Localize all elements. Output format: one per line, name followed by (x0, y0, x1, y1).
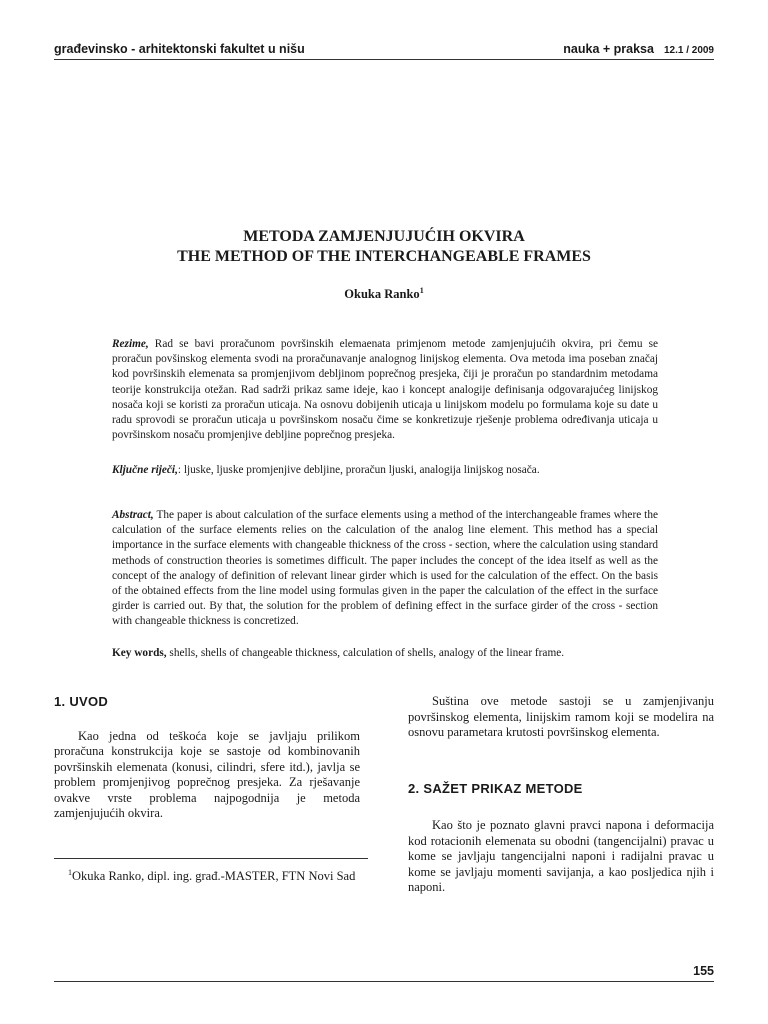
abstract-serbian-lead: Rezime, (112, 338, 149, 350)
header-journal: nauka + praksa (563, 42, 654, 56)
section-1-heading: 1. UVOD (54, 694, 109, 709)
keywords-english (112, 646, 658, 661)
section-1-paragraph: Kao jedna od teškoća koje se javljaju prilikom proračuna konstrukcija koje se sastoje od kombinovanih površinskih elemenata (konusi, cilindri, sfere itd.), javlja se problem promjenjivog poprečnog presjeka. Za rješavanje ovakve vrste problema najpogodnija je metoda zamjenjujućih okvira. (54, 728, 360, 820)
abstract-english-text: The paper is about calculation of the surface elements using a method of the interchangeable frames where the calculation of the surface elements relies on the calculation of the analog line element. This method has a special importance in the surface elements with changeable thickness of the cross - section, where the calculation using standard methods of construction theories is sometimes difficult. The paper includes the concept of the idea itself as well as the concept of the analogy of definition of relevant linear girder which is used for the calculation of the effect. On the basis of the obtained effects from the line model using formulas given in the paper the calculation of the effect in the surface girder is carried out. By that, the solution for the problem of defining effect in the surface girder of the cross - section with changeable thickness is concretized. (112, 509, 658, 628)
abstract-serbian (112, 337, 658, 443)
abstract-english-lead: Abstract, (112, 509, 154, 521)
left-column (54, 694, 360, 822)
right-column (408, 694, 714, 896)
header-issue: 12.1 / 2009 (663, 45, 714, 56)
keywords-serbian-text: : ljuske, ljuske promjenjive debljine, proračun ljuski, analogija linijskog nosača. (177, 464, 540, 476)
header-journal-block (563, 42, 714, 56)
footnote-rule (54, 858, 368, 859)
footer-rule (54, 981, 714, 982)
right-column-paragraph-1: Suština ove metode sastoji se u zamjenjivanju površinskog elementa, linijskim ramom koji se modelira na osnovu parametara krutosti površinskog elementa. (408, 694, 714, 739)
section-2-paragraph: Kao što je poznato glavni pravci napona i deformacija kod rotacionih elemenata su obodni (tangencijalni) pravac u kome se javljaju tangencijalni naponi i radijalni pravac u kome se javljaju momenti savijanja, a kao posljedica njih i naponi. (408, 818, 714, 894)
title-english: THE METHOD OF THE INTERCHANGEABLE FRAMES (177, 248, 591, 265)
author-footnote-mark: 1 (419, 286, 424, 295)
abstract-serbian-text: Rad se bavi proračunom površinskih elemaenata primjenom metode zamjenjujućih okvira, pri čemu se proračun povšinskog elementa svodi na proračunavanje analognog linijskog elementa. Ova metoda ima poseban značaj kod površinskih elemenata sa promjenjivom debljinom poprečnog presjeka, čiji je proračun po standardnim metodama teorije konstrukcija otežan. Rad sadrži prikaz same ideje, kao i koncept analogije definisanja odgovarajućeg linijskog nosača koji se koristi za proračun uticaja. Na osnovu dobijenih uticaja u linijskom modelu po formulama koje su date u radu sprovodi se proračun uticaja u površinskom nosaču čime se konkretizuje rješenje problema određivanja uticaja u površinskom nosaču promjenjive debljine poprečnog presjeka. (112, 338, 658, 442)
keywords-english-lead: Key words, (112, 647, 167, 659)
footnote-mark: 1 (68, 868, 72, 877)
header-rule (54, 59, 714, 60)
header-institution: građevinsko - arhitektonski fakultet u nišu (54, 42, 305, 56)
author (54, 286, 714, 302)
footnote-text: Okuka Ranko, dipl. ing. građ.-MASTER, FTN Novi Sad (72, 869, 356, 884)
title-serbian: METODA ZAMJENJUJUĆIH OKVIRA (243, 228, 525, 245)
abstract-english (112, 508, 658, 630)
footnote (68, 864, 368, 885)
section-2-heading: 2. SAŽET PRIKAZ METODE (408, 780, 583, 796)
keywords-serbian (112, 463, 658, 478)
keywords-serbian-lead: Ključne riječi, (112, 464, 178, 476)
running-header (54, 42, 714, 56)
author-name: Okuka Ranko (344, 287, 420, 302)
keywords-english-text: shells, shells of changeable thickness, calculation of shells, analogy of the linear frame. (166, 647, 565, 659)
page-number: 155 (693, 964, 714, 978)
